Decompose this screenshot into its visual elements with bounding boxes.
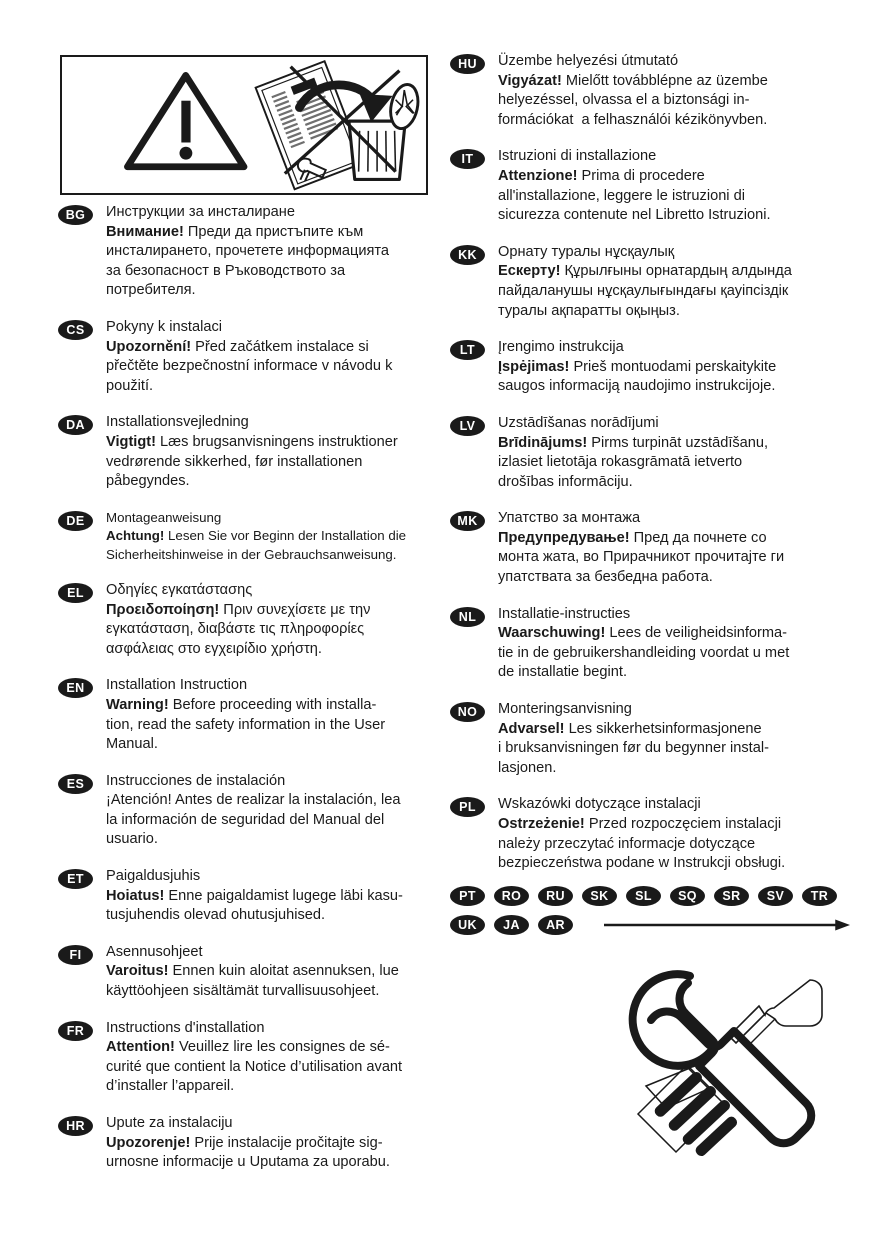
language-text-block [498,338,840,397]
language-text-line [106,281,448,301]
warning-keyword: Vigtigt! [106,433,156,450]
language-badge-pl: PL [450,797,485,817]
language-text-block [106,1114,448,1173]
language-text-run: Prima di procedere [577,167,705,184]
language-text-line [498,815,840,835]
language-text-run: туралы ақпаратты оқыңыз. [498,302,680,319]
language-text-line [498,91,840,111]
language-text-run: Veuillez lire les consignes de sé- [174,1039,390,1056]
language-text-line [498,854,840,874]
warning-keyword: Предупредување! [498,529,630,546]
language-badge-uk: UK [450,915,485,935]
language-text-block [106,581,448,659]
warning-keyword: Advarsel! [498,720,565,737]
language-column-left [58,203,448,1173]
language-text-run: упатствата за безбедна работа. [498,569,713,586]
language-badge-sq: SQ [670,886,705,906]
warning-keyword: Warning! [106,696,169,713]
language-text-run: Installatie-instructies [498,605,631,622]
language-text-run: lasjonen. [498,759,557,776]
language-text-run: de installatie begint. [498,664,627,681]
language-text-run: пайдаланушы нұсқаулығындағы қауіпсіздік [498,282,789,299]
language-entry-lt [450,338,840,397]
warning-keyword: Brīdinājums! [498,434,588,451]
language-badge-da: DA [58,415,93,435]
language-text-line [498,52,840,72]
language-text-run: Ennen kuin aloitat asennuksen, lue [168,963,399,980]
language-text-line [498,377,840,397]
language-text-line [106,887,448,907]
language-text-line [498,548,840,568]
language-text-block [106,203,448,301]
language-text-line [106,318,448,338]
language-text-line [106,676,448,696]
language-text-run: Instructions d'installation [106,1019,265,1036]
language-text-line [498,739,840,759]
language-text-line [106,357,448,377]
language-text-run: bezpieczeństwa podane w Instrukcji obsługi. [498,855,786,872]
language-entry-es [58,772,448,850]
additional-language-badges [450,886,850,944]
language-text-line [106,203,448,223]
language-text-run: Prieš montuodami perskaitykite [569,358,777,375]
language-text-line [498,473,840,493]
warning-keyword: Ostrzeżenie! [498,816,585,832]
language-badge-hr: HR [58,1116,93,1136]
language-text-line [498,568,840,588]
language-text-run: Инструкции за инсталиране [106,204,295,220]
language-text-run: curité que contient la Notice d’utilisation avant [106,1058,403,1075]
language-text-line [106,433,448,453]
language-text-line [106,696,448,716]
language-text-line [106,982,448,1002]
language-text-run: all'installazione, leggere le istruzioni di [498,187,745,204]
language-text-line [106,377,448,397]
warning-keyword: Hoiatus! [106,887,165,904]
tools-pictogram [578,958,846,1166]
language-text-block [498,795,840,873]
language-text-run: Wskazówki dotyczące instalacji [498,796,701,813]
language-text-line [498,302,840,322]
language-text-run: Upute za instalaciju [106,1115,233,1131]
language-text-line [498,147,840,167]
warning-keyword: Achtung! [106,528,165,544]
language-badge-ru: RU [538,886,573,906]
language-badge-sv: SV [758,886,793,906]
language-badge-sl: SL [626,886,661,906]
language-text-run: drošības informāciju. [498,473,633,490]
language-text-run: la información de seguridad del Manual del [106,811,385,828]
language-text-run: Przed rozpoczęciem instalacji [584,816,782,832]
language-text-run: Manual. [106,736,158,753]
language-text-block [498,700,840,778]
language-text-line [106,1038,448,1058]
language-text-line [498,262,840,282]
language-text-line [106,620,448,640]
language-text-block [498,414,840,492]
language-entry-mk [450,509,840,587]
language-entry-nl [450,605,840,683]
language-text-block [498,147,840,225]
language-text-run: Mielőtt továbblépne az üzembe [561,72,768,89]
language-text-block [106,867,448,926]
language-text-line [106,906,448,926]
language-text-run: Lesen Sie vor Beginn der Installation die [164,528,407,544]
language-text-run: Les sikkerhetsinformasjonene [564,720,762,737]
language-text-line [106,640,448,660]
warning-keyword: Waarschuwing! [498,625,606,642]
language-text-line [106,581,448,601]
language-text-line [106,1114,448,1134]
right-arrow-icon [604,918,850,932]
language-text-run: монта жата, во Прирачникот прочитајте ги [498,549,785,566]
language-text-line [498,795,840,815]
language-text-run: Пред да почнете со [629,529,767,546]
language-text-line [498,700,840,720]
language-text-run: Before proceeding with installa- [168,696,377,713]
language-text-line [106,242,448,262]
language-text-run: Prije instalacije pročitajte sig- [190,1134,383,1151]
language-text-run: påbegyndes. [106,473,190,490]
language-text-run: Преди да пристъпите към [183,223,364,240]
language-text-run: izlasiet lietotāja rokasgrāmatā ietverto [498,454,743,471]
language-text-run: Құрылғыны орнатардың алдында [560,263,792,280]
language-badge-nl: NL [450,607,485,627]
language-badge-bg: BG [58,205,93,225]
language-text-run: Installationsvejledning [106,414,249,431]
language-text-run: helyezéssel, olvassa el a biztonsági in- [498,92,750,109]
language-text-run: Üzembe helyezési útmutató [498,53,679,69]
language-text-line [498,624,840,644]
language-text-line [106,943,448,963]
language-text-line [106,262,448,282]
language-text-run: formációkat a felhasználói kézikönyvben. [498,111,768,128]
language-text-line [498,663,840,683]
language-badge-et: ET [58,869,93,889]
language-text-line [498,111,840,131]
language-text-line [498,72,840,92]
language-text-line [106,716,448,736]
language-text-line [106,867,448,887]
language-entry-it [450,147,840,225]
language-badge-el: EL [58,583,93,603]
warning-keyword: Varoitus! [106,963,169,980]
language-badge-de: DE [58,511,93,531]
language-text-run: saugos informaciją naudojimo instrukcijoje. [498,378,776,395]
language-text-line [106,1077,448,1097]
language-text-block [106,676,448,754]
badge-row-2 [450,915,850,935]
language-badge-lt: LT [450,340,485,360]
language-text-run: Asennusohjeet [106,943,203,960]
language-text-line [106,735,448,755]
language-badge-ja: JA [494,915,529,935]
language-badge-sr: SR [714,886,749,906]
language-text-run: urnosne informacije u Uputama za uporabu. [106,1154,390,1171]
language-text-run: d’installer l’appareil. [106,1078,235,1095]
language-text-line [498,453,840,473]
language-text-run: Упатство за монтажа [498,510,641,527]
warning-keyword: Attenzione! [498,167,578,184]
language-text-line [106,546,448,564]
language-text-run: tusjuhendis olevad ohutusjuhised. [106,907,326,924]
language-column-right [450,52,840,874]
language-text-line [498,759,840,779]
language-text-line [498,338,840,358]
arrow-container [582,918,850,932]
language-text-line [498,167,840,187]
language-text-block [106,413,448,491]
language-text-run: käyttöohjeen sisältämät turvallisuusohjeet. [106,983,380,1000]
language-text-line [106,527,448,545]
language-entry-kk [450,243,840,321]
warning-keyword: Vigyázat! [498,72,562,89]
language-text-line [106,1134,448,1154]
language-entry-hr [58,1114,448,1173]
language-text-run: należy przeczytać informacje dotyczące [498,835,756,852]
warning-keyword: Ескерту! [498,263,561,280]
language-badge-mk: MK [450,511,485,531]
language-text-line [106,962,448,982]
language-entry-da [58,413,448,491]
language-badge-en: EN [58,678,93,698]
language-badge-it: IT [450,149,485,169]
badge-row-1 [450,886,850,906]
language-text-run: потребителя. [106,282,196,299]
language-badge-ar: AR [538,915,573,935]
warning-keyword: Внимание! [106,223,184,240]
language-badge-es: ES [58,774,93,794]
language-text-block [498,605,840,683]
language-text-line [498,282,840,302]
language-text-line [498,358,840,378]
language-text-run: sicurezza contenute nel Libretto Istruzioni. [498,207,771,224]
language-text-run: Montageanweisung [106,509,222,525]
language-text-line [106,791,448,811]
language-text-line [498,529,840,549]
language-text-line [498,243,840,263]
language-text-run: přečtěte bezpečnostní informace v návodu k [106,358,393,375]
language-text-line [498,835,840,855]
warning-keyword: Upozornění! [106,338,192,355]
language-text-run: Paigaldusjuhis [106,868,201,885]
language-text-run: ασφάλειας στο εγχειρίδιο χρήστη. [106,640,322,657]
language-badge-fi: FI [58,945,93,965]
language-text-line [498,414,840,434]
language-text-run: Enne paigaldamist lugege läbi kasu- [164,887,403,904]
language-text-block [106,772,448,850]
language-badge-sk: SK [582,886,617,906]
language-text-line [106,413,448,433]
language-text-run: usuario. [106,831,158,848]
language-text-run: tion, read the safety information in the User [106,716,386,733]
language-text-run: Įrengimo instrukcija [498,339,624,356]
language-text-run: Installation Instruction [106,677,248,694]
wrench-grip [638,1066,739,1158]
language-entry-no [450,700,840,778]
language-badge-hu: HU [450,54,485,74]
language-text-run: ¡Atención! Antes de realizar la instalación, lea [106,792,401,809]
language-text-run: Πριν συνεχίσετε με την [219,601,371,618]
language-text-block [106,509,448,564]
language-badge-pt: PT [450,886,485,906]
language-badge-cs: CS [58,320,93,340]
language-badge-no: NO [450,702,485,722]
warning-keyword: Upozorenje! [106,1134,191,1151]
language-badge-fr: FR [58,1021,93,1041]
language-badge-lv: LV [450,416,485,436]
warning-pictogram-box [60,55,428,195]
language-text-run: инсталирането, прочетете информацията [106,243,390,260]
language-entry-en [58,676,448,754]
wrench-and-screwdriver-icon [578,958,846,1166]
language-text-line [106,472,448,492]
language-entry-et [58,867,448,926]
language-text-run: Před začátkem instalace si [191,338,369,355]
language-badge-tr: TR [802,886,837,906]
language-text-line [498,206,840,226]
language-badge-kk: KK [450,245,485,265]
warning-pictogram-svg [62,57,426,193]
language-text-line [106,1019,448,1039]
language-entry-pl [450,795,840,873]
language-text-line [106,811,448,831]
language-text-run: Lees de veiligheidsinforma- [605,625,788,642]
language-text-line [106,338,448,358]
language-entry-bg [58,203,448,301]
language-text-run: Monteringsanvisning [498,701,632,718]
language-entry-fr [58,1019,448,1097]
language-text-line [106,1153,448,1173]
language-text-run: Pirms turpināt uzstādīšanu, [587,434,769,451]
language-text-run: Læs brugsanvisningens instruktioner [156,433,398,450]
language-text-run: použití. [106,377,154,394]
language-text-line [498,605,840,625]
language-text-line [106,509,448,527]
language-text-line [498,720,840,740]
language-text-block [498,509,840,587]
language-text-block [498,243,840,321]
language-text-run: vedrørende sikkerhed, før installationen [106,453,363,470]
language-badge-ro: RO [494,886,529,906]
exclamation-triangle-icon [127,75,244,166]
warning-keyword: Attention! [106,1039,175,1056]
language-text-block [106,1019,448,1097]
language-text-line [498,509,840,529]
language-text-line [106,830,448,850]
language-entry-el [58,581,448,659]
language-text-line [498,187,840,207]
language-text-run: tie in de gebruikershandleiding voordat u met [498,644,790,661]
language-text-run: i bruksanvisningen før du begynner instal- [498,740,769,757]
language-text-block [106,943,448,1002]
language-text-run: Istruzioni di installazione [498,148,657,165]
warning-keyword: Įspėjimas! [498,358,570,375]
language-text-run: εγκατάσταση, διαβάστε τις πληροφορίες [106,621,365,638]
language-text-run: Sicherheitshinweise in der Gebrauchsanweisung. [106,546,397,562]
language-text-run: Instrucciones de instalación [106,772,286,789]
language-text-line [106,453,448,473]
language-entry-lv [450,414,840,492]
language-text-run: Οδηγίες εγκατάστασης [106,581,253,598]
language-entry-hu [450,52,840,130]
wrench-head [633,974,710,1066]
language-text-line [106,223,448,243]
language-text-line [106,1058,448,1078]
language-text-line [498,644,840,664]
language-text-block [498,52,840,130]
warning-keyword: Προειδοποίηση! [106,601,220,618]
language-entry-de [58,509,448,564]
language-entry-cs [58,318,448,396]
language-text-run: Pokyny k instalaci [106,318,222,335]
language-text-run: Орнату туралы нұсқаулық [498,243,675,260]
language-entry-fi [58,943,448,1002]
language-text-line [498,434,840,454]
language-text-line [106,601,448,621]
language-text-run: Uzstādīšanas norādījumi [498,414,659,431]
language-text-line [106,772,448,792]
language-text-block [106,318,448,396]
language-text-run: за безопасност в Ръководството за [106,262,346,279]
